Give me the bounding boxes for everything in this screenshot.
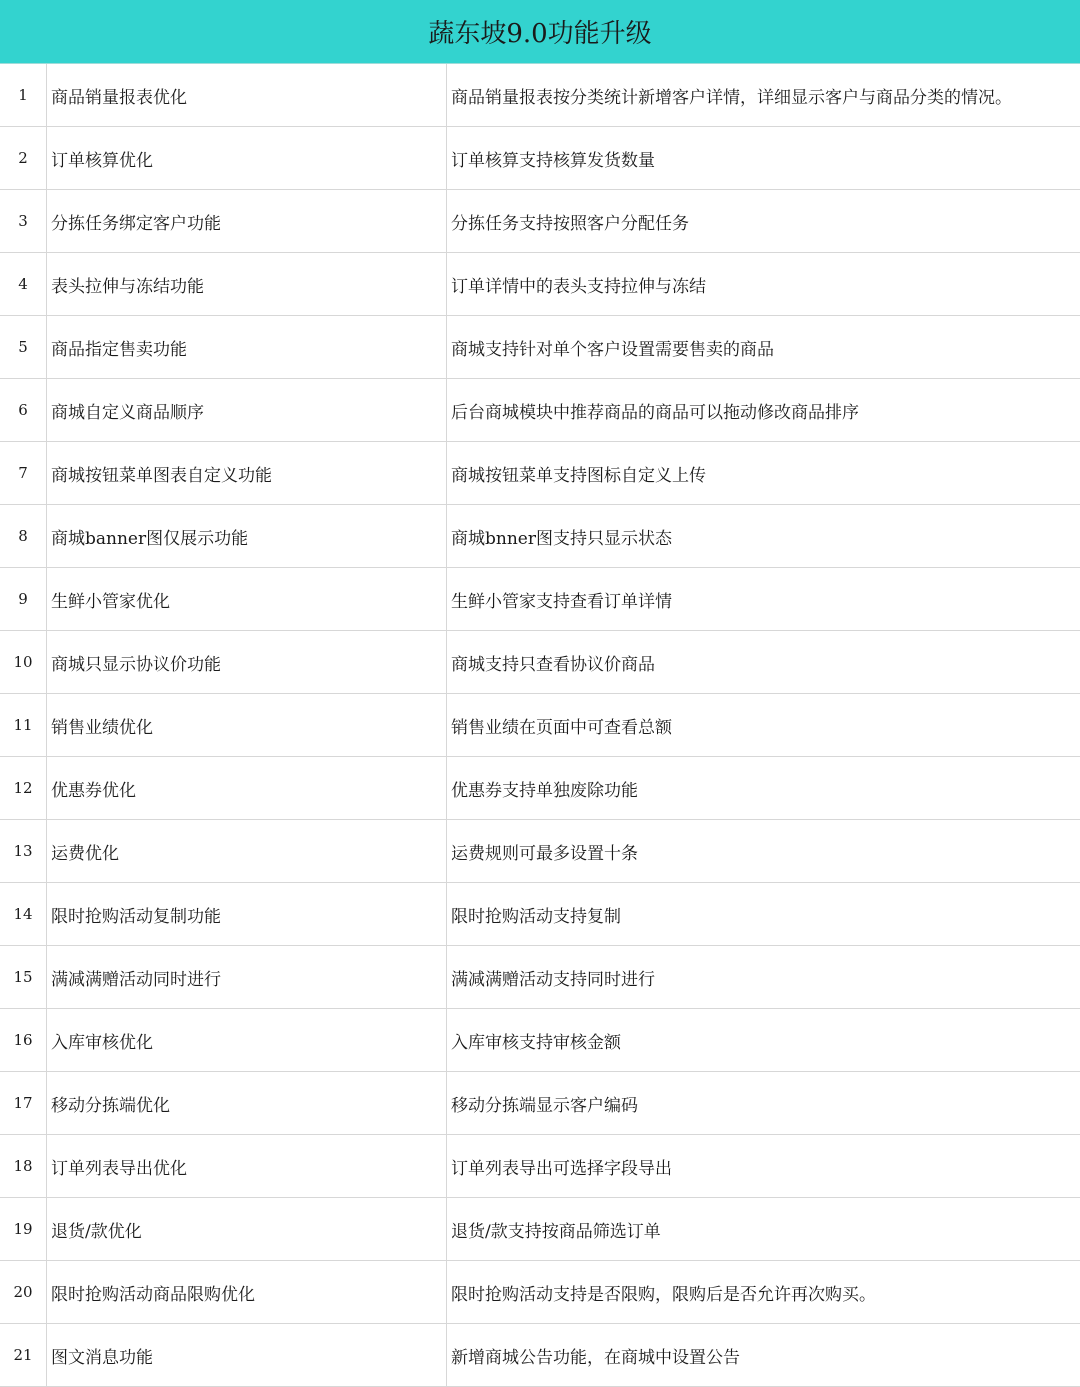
row-number: 13	[0, 820, 47, 883]
row-number: 10	[0, 631, 47, 694]
feature-description: 商品销量报表按分类统计新增客户详情，详细显示客户与商品分类的情况。	[447, 64, 1080, 127]
feature-description: 移动分拣端显示客户编码	[447, 1072, 1080, 1135]
feature-name: 分拣任务绑定客户功能	[47, 190, 447, 253]
feature-description: 商城按钮菜单支持图标自定义上传	[447, 442, 1080, 505]
table-row	[0, 1009, 1080, 1072]
feature-name: 退货/款优化	[47, 1198, 447, 1261]
feature-name: 商城只显示协议价功能	[47, 631, 447, 694]
feature-description: 商城支持针对单个客户设置需要售卖的商品	[447, 316, 1080, 379]
table-row	[0, 631, 1080, 694]
feature-description: 限时抢购活动支持是否限购，限购后是否允许再次购买。	[447, 1261, 1080, 1324]
table-row	[0, 694, 1080, 757]
table-row	[0, 1261, 1080, 1324]
feature-name: 入库审核优化	[47, 1009, 447, 1072]
row-number: 11	[0, 694, 47, 757]
feature-description: 商城支持只查看协议价商品	[447, 631, 1080, 694]
row-number: 6	[0, 379, 47, 442]
feature-description: 订单核算支持核算发货数量	[447, 127, 1080, 190]
feature-table-body	[0, 64, 1080, 1387]
row-number: 12	[0, 757, 47, 820]
feature-table	[0, 64, 1080, 1387]
feature-description: 满减满赠活动支持同时进行	[447, 946, 1080, 1009]
table-row	[0, 190, 1080, 253]
table-row	[0, 820, 1080, 883]
row-number: 3	[0, 190, 47, 253]
table-row	[0, 1324, 1080, 1387]
feature-description: 入库审核支持审核金额	[447, 1009, 1080, 1072]
feature-description: 退货/款支持按商品筛选订单	[447, 1198, 1080, 1261]
table-row	[0, 946, 1080, 1009]
feature-description: 优惠券支持单独废除功能	[447, 757, 1080, 820]
feature-description: 新增商城公告功能，在商城中设置公告	[447, 1324, 1080, 1387]
feature-description: 订单列表导出可选择字段导出	[447, 1135, 1080, 1198]
row-number: 2	[0, 127, 47, 190]
feature-name: 生鲜小管家优化	[47, 568, 447, 631]
feature-name: 销售业绩优化	[47, 694, 447, 757]
table-row	[0, 505, 1080, 568]
table-row	[0, 379, 1080, 442]
table-row	[0, 568, 1080, 631]
feature-description: 商城bnner图支持只显示状态	[447, 505, 1080, 568]
table-row	[0, 316, 1080, 379]
feature-description: 生鲜小管家支持查看订单详情	[447, 568, 1080, 631]
table-row	[0, 883, 1080, 946]
feature-name: 移动分拣端优化	[47, 1072, 447, 1135]
row-number: 7	[0, 442, 47, 505]
feature-description: 后台商城模块中推荐商品的商品可以拖动修改商品排序	[447, 379, 1080, 442]
table-row	[0, 442, 1080, 505]
table-row	[0, 127, 1080, 190]
row-number: 20	[0, 1261, 47, 1324]
feature-name: 商城按钮菜单图表自定义功能	[47, 442, 447, 505]
feature-name: 商品销量报表优化	[47, 64, 447, 127]
table-row	[0, 757, 1080, 820]
feature-name: 订单列表导出优化	[47, 1135, 447, 1198]
row-number: 17	[0, 1072, 47, 1135]
row-number: 1	[0, 64, 47, 127]
feature-name: 表头拉伸与冻结功能	[47, 253, 447, 316]
table-row	[0, 1072, 1080, 1135]
row-number: 5	[0, 316, 47, 379]
feature-name: 运费优化	[47, 820, 447, 883]
feature-description: 销售业绩在页面中可查看总额	[447, 694, 1080, 757]
table-row	[0, 1198, 1080, 1261]
feature-name: 限时抢购活动商品限购优化	[47, 1261, 447, 1324]
feature-name: 商城自定义商品顺序	[47, 379, 447, 442]
feature-name: 商品指定售卖功能	[47, 316, 447, 379]
row-number: 21	[0, 1324, 47, 1387]
row-number: 4	[0, 253, 47, 316]
row-number: 9	[0, 568, 47, 631]
feature-name: 限时抢购活动复制功能	[47, 883, 447, 946]
row-number: 14	[0, 883, 47, 946]
feature-name: 满减满赠活动同时进行	[47, 946, 447, 1009]
sheet-title: 蔬东坡9.0功能升级	[0, 0, 1080, 64]
table-row	[0, 64, 1080, 127]
row-number: 8	[0, 505, 47, 568]
feature-description: 分拣任务支持按照客户分配任务	[447, 190, 1080, 253]
feature-name: 优惠券优化	[47, 757, 447, 820]
feature-description: 订单详情中的表头支持拉伸与冻结	[447, 253, 1080, 316]
table-row	[0, 1135, 1080, 1198]
feature-name: 商城banner图仅展示功能	[47, 505, 447, 568]
feature-name: 订单核算优化	[47, 127, 447, 190]
feature-description: 运费规则可最多设置十条	[447, 820, 1080, 883]
row-number: 16	[0, 1009, 47, 1072]
feature-description: 限时抢购活动支持复制	[447, 883, 1080, 946]
feature-name: 图文消息功能	[47, 1324, 447, 1387]
row-number: 15	[0, 946, 47, 1009]
row-number: 19	[0, 1198, 47, 1261]
row-number: 18	[0, 1135, 47, 1198]
table-row	[0, 253, 1080, 316]
